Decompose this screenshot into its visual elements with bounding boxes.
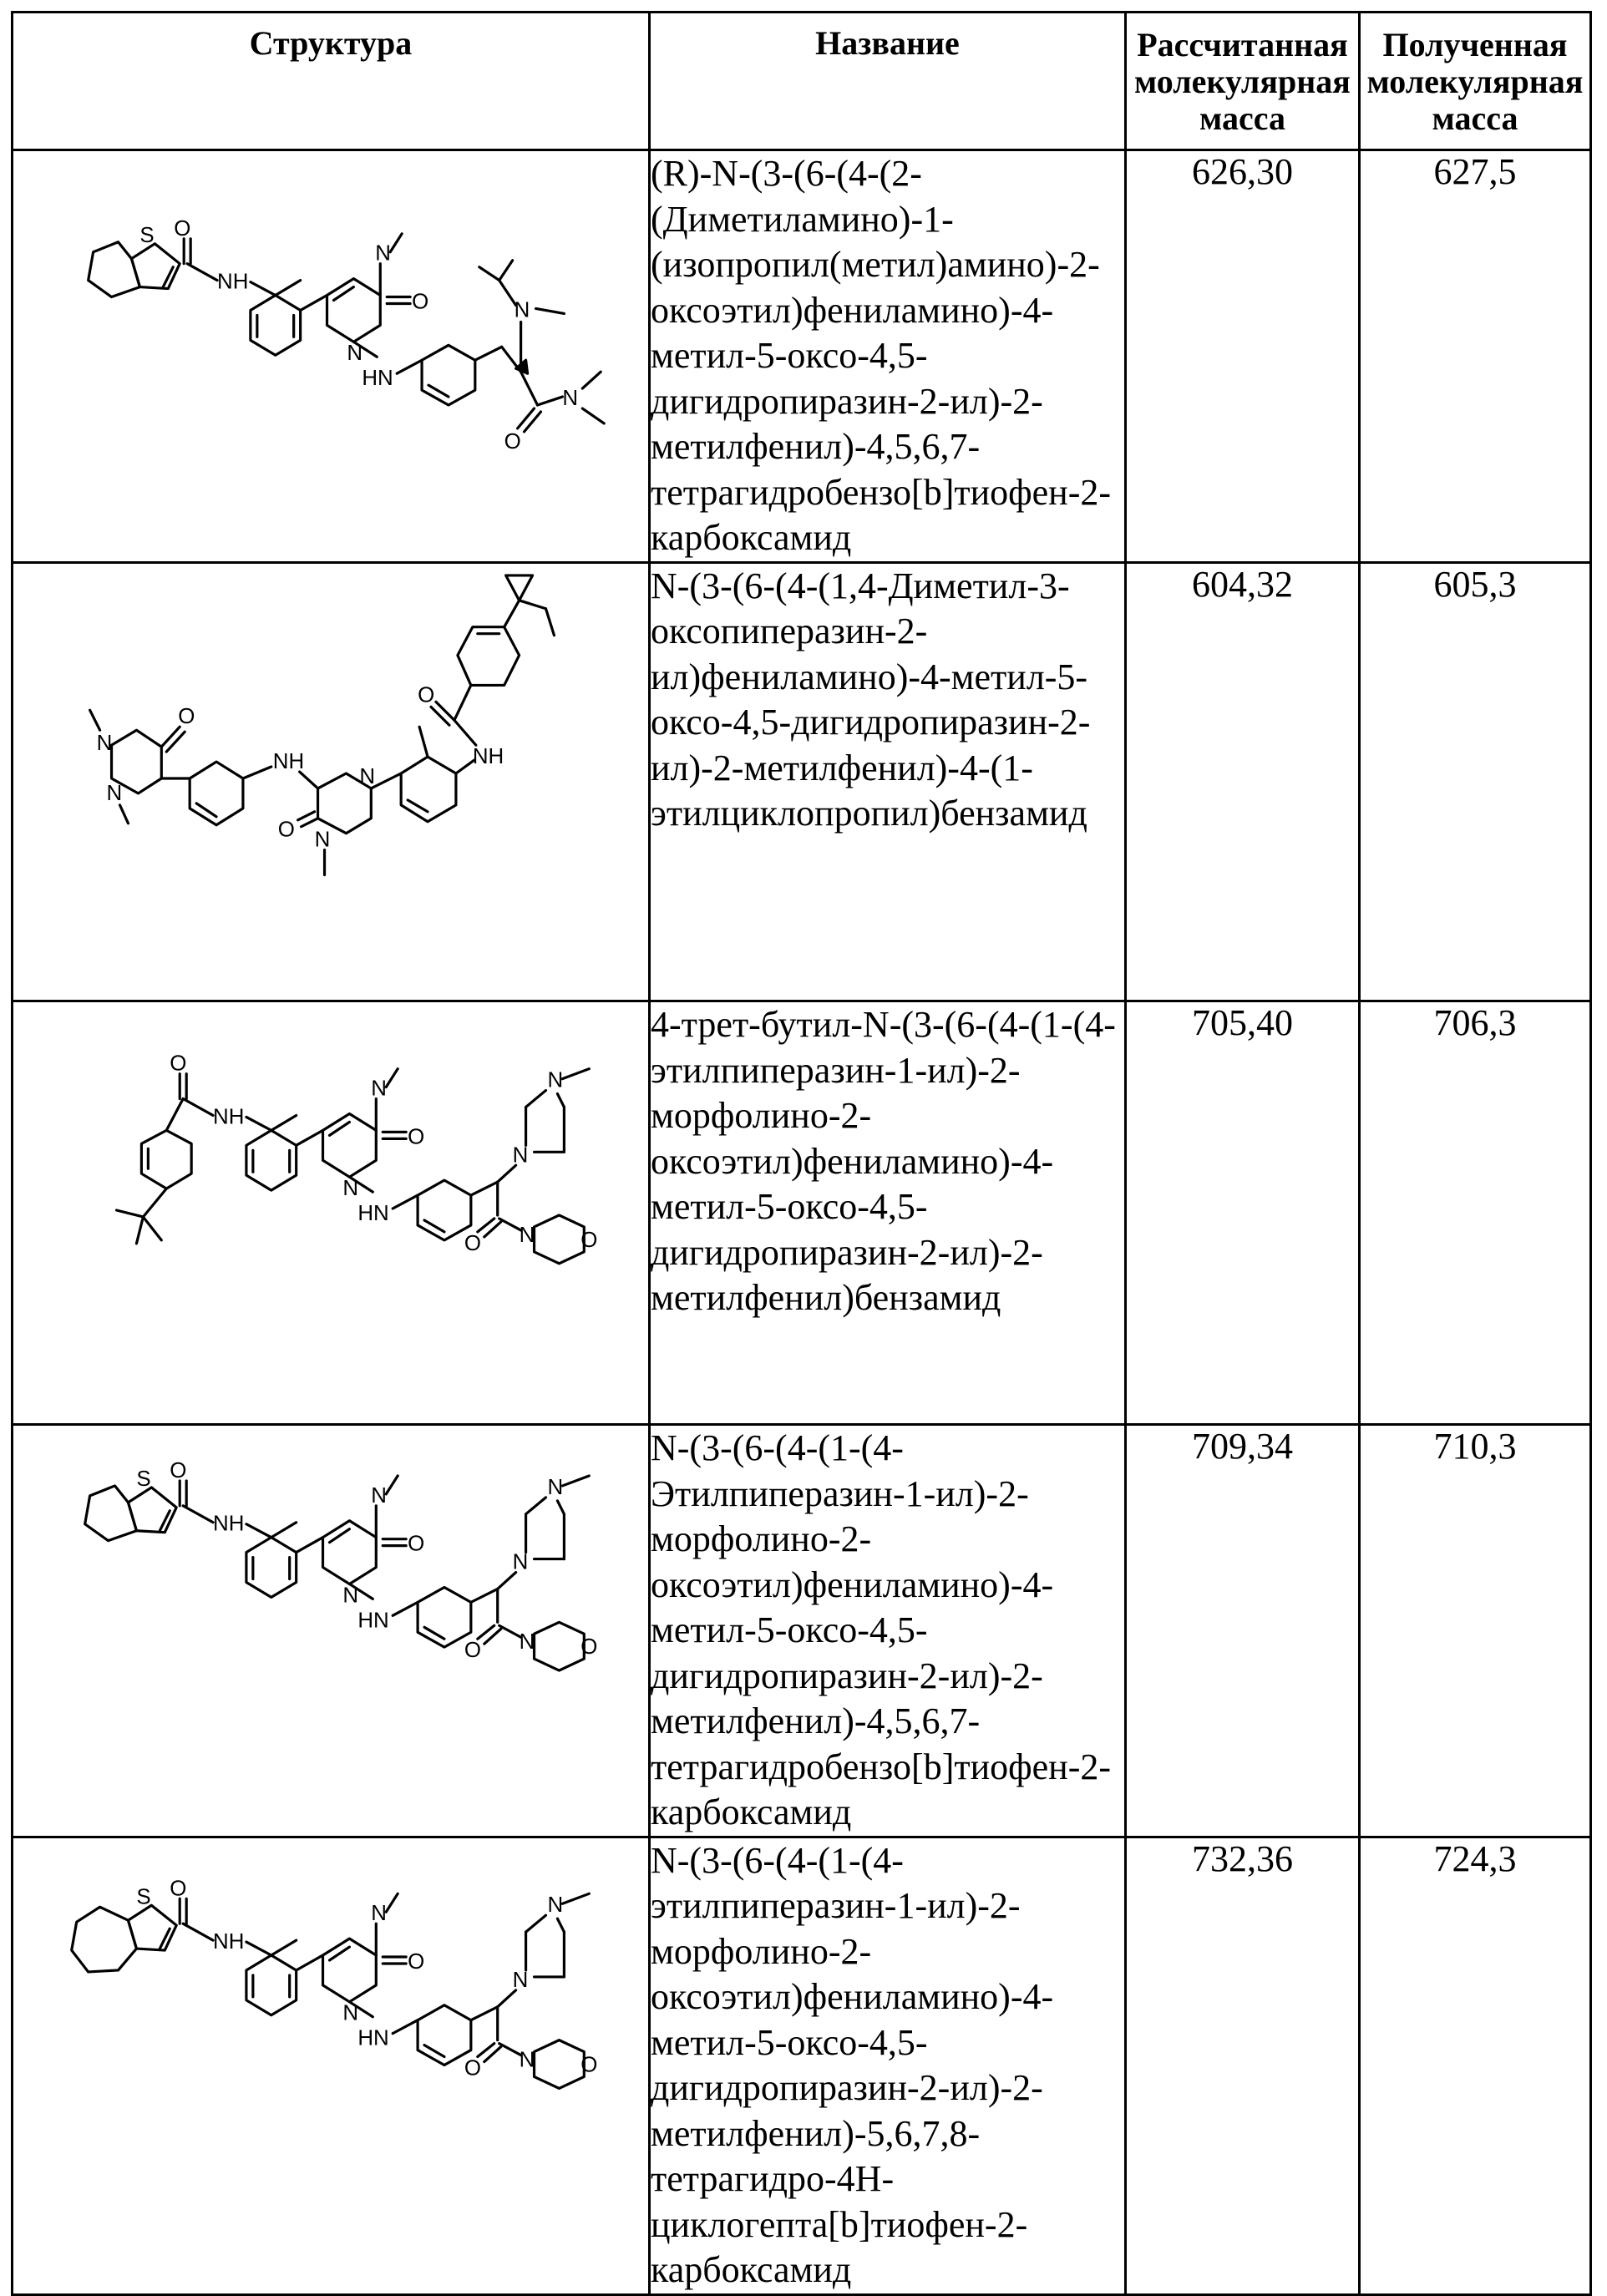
table-row: [13, 1837, 1591, 2294]
header-row: [13, 13, 1591, 150]
svg-text:N: N: [314, 828, 331, 852]
structure-image: [13, 1837, 650, 2294]
table-row: [13, 562, 1591, 1001]
obtained-mass-value: 706,3: [1360, 1001, 1591, 1425]
header-calc-mass: Рассчитанная молекулярная масса: [1126, 13, 1360, 150]
structure-image: [13, 1425, 650, 1837]
calc-mass-value: 705,40: [1126, 1001, 1360, 1425]
header-obtained-mass: Полученная молекулярная масса: [1360, 13, 1591, 150]
calc-mass-value: 626,30: [1126, 150, 1360, 563]
compound-name: (R)-N-(3-(6-(4-(2-(Диметиламино)-1-(изопропил(метил)амино)-2-оксоэтил)фениламино)-4-метил-5-оксо-4,5-дигидропиразин-2-ил)-2-метилфенил)-4,5,6,7-тетрагидробензо[b]тиофен-2-карбоксамид: [650, 150, 1126, 563]
calc-mass-value: 709,34: [1126, 1425, 1360, 1837]
calc-mass-value: 732,36: [1126, 1837, 1360, 2294]
calc-mass-value: 604,32: [1126, 562, 1360, 1001]
compound-name: N-(3-(6-(4-(1-(4-этилпиперазин-1-ил)-2-морфолино-2-оксоэтил)фениламино)-4-метил-5-оксо-4,5-дигидропиразин-2-ил)-2-метилфенил)-5,6,7,8-тетрагидро-4H-циклогепта[b]тиофен-2-карбоксамид: [650, 1837, 1126, 2294]
svg-text:O: O: [277, 818, 295, 842]
header-structure: Структура: [13, 13, 650, 150]
svg-text:NH: NH: [272, 749, 305, 773]
obtained-mass-value: 605,3: [1360, 562, 1591, 1001]
compound-name: N-(3-(6-(4-(1-(4-Этилпиперазин-1-ил)-2-морфолино-2-оксоэтил)фениламино)-4-метил-5-оксо-4,5-дигидропиразин-2-ил)-2-метилфенил)-4,5,6,7-тетрагидробензо[b]тиофен-2-карбоксамид: [650, 1425, 1126, 1837]
structure-image: [13, 150, 650, 563]
svg-text:N: N: [106, 781, 123, 805]
svg-text:N: N: [514, 298, 530, 322]
structure-image: [13, 562, 650, 1001]
compounds-table: [11, 11, 1592, 2296]
compound-name: 4-трет-бутил-N-(3-(6-(4-(1-(4-этилпиперазин-1-ил)-2-морфолино-2-оксоэтил)фениламино)-4-метил-5-оксо-4,5-дигидропиразин-2-ил)-2-метилфенил)бензамид: [650, 1001, 1126, 1425]
table-row: [13, 1001, 1591, 1425]
svg-text:N: N: [359, 764, 376, 788]
svg-text:O: O: [418, 682, 435, 707]
compound-name: N-(3-(6-(4-(1,4-Диметил-3-оксопиперазин-2-ил)фениламино)-4-метил-5-оксо-4,5-дигидропиразин-2-ил)-2-метилфенил)-4-(1-этилциклопропил)бензамид: [650, 562, 1126, 1001]
header-name: Название: [650, 13, 1126, 150]
structure-image: [13, 1001, 650, 1425]
svg-text:O: O: [504, 429, 521, 454]
svg-text:N: N: [562, 387, 579, 411]
svg-text:O: O: [178, 704, 195, 728]
table-row: [13, 150, 1591, 563]
svg-text:N: N: [96, 731, 113, 755]
obtained-mass-value: 627,5: [1360, 150, 1591, 563]
svg-text:NH: NH: [472, 744, 504, 768]
table-row: [13, 1425, 1591, 1837]
obtained-mass-value: 710,3: [1360, 1425, 1591, 1837]
obtained-mass-value: 724,3: [1360, 1837, 1591, 2294]
